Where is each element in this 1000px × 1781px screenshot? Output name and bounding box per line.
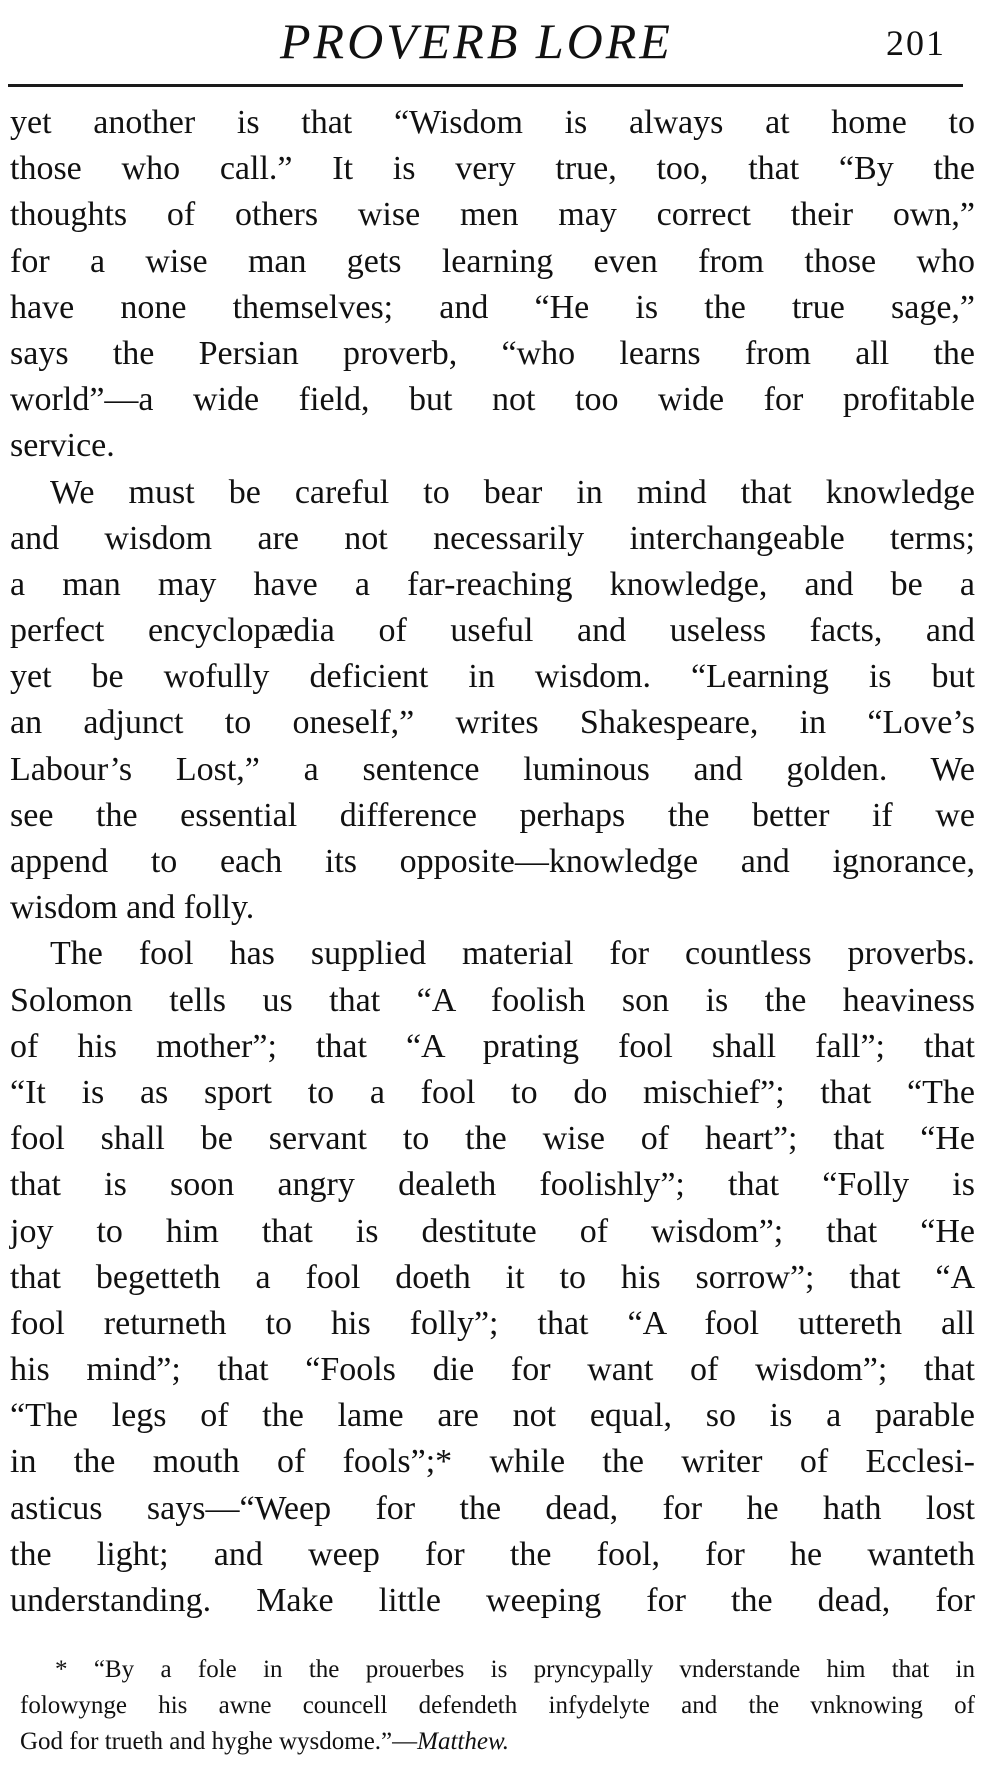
- text-line: in the mouth of fools”;* while the writer of Ecclesi-: [10, 1443, 975, 1481]
- text-line: “The legs of the lame are not equal, so is a parable: [10, 1397, 975, 1435]
- footnote-line: folowynge his awne councell defendeth infydelyte and the vnknowing of: [20, 1692, 975, 1719]
- text-line: that begetteth a fool doeth it to his sorrow”; that “A: [10, 1258, 975, 1296]
- text-line: his mind”; that “Fools die for want of wisdom”; that: [10, 1351, 975, 1389]
- text-line: fool returneth to his folly”; that “A fool uttereth all: [10, 1304, 975, 1342]
- header-rule: [8, 84, 963, 87]
- text-line: fool shall be servant to the wise of heart”; that “He: [10, 1120, 975, 1158]
- footnote-attribution: Matthew.: [417, 1728, 510, 1755]
- text-line: of his mother”; that “A prating fool shall fall”; that: [10, 1027, 975, 1065]
- page-number: 201: [886, 23, 946, 63]
- text-line: append to each its opposite—knowledge and ignorance,: [10, 843, 975, 880]
- text-line: says the Persian proverb, “who learns from all the: [10, 334, 975, 372]
- text-line: asticus says—“Weep for the dead, for he hath lost: [10, 1489, 975, 1527]
- text-line: a man may have a far-reaching knowledge, and be a: [10, 565, 975, 603]
- text-line: an adjunct to oneself,” writes Shakespeare, in “Love’s: [10, 704, 975, 742]
- text-line: thoughts of others wise men may correct their own,”: [10, 196, 975, 234]
- footnote-line: * “By a fole in the prouerbes is pryncypally vnderstande him that in: [55, 1656, 975, 1683]
- text-line: “It is as sport to a fool to do mischief”; that “The: [10, 1073, 975, 1111]
- text-line: yet be wofully deficient in wisdom. “Learning is but: [10, 658, 975, 696]
- running-title: PROVERB LORE: [280, 13, 673, 69]
- text-line: wisdom and folly.: [10, 889, 255, 927]
- text-line: see the essential difference perhaps the better if we: [10, 796, 975, 834]
- footnote-text: God for trueth and hyghe wysdome.”—: [20, 1728, 418, 1755]
- text-line: The fool has supplied material for countless proverbs.: [50, 935, 975, 973]
- running-head: [10, 8, 970, 80]
- text-line: the light; and weep for the fool, for he wanteth: [10, 1535, 975, 1573]
- text-line: joy to him that is destitute of wisdom”; that “He: [10, 1212, 975, 1250]
- text-line: understanding. Make little weeping for the dead, for: [10, 1582, 975, 1619]
- text-line: those who call.” It is very true, too, that “By the: [10, 150, 975, 188]
- text-line: perfect encyclopædia of useful and useless facts, and: [10, 612, 975, 650]
- text-line: have none themselves; and “He is the true sage,”: [10, 288, 975, 326]
- text-line: world”—a wide field, but not too wide for profitable: [10, 381, 975, 419]
- text-line: and wisdom are not necessarily interchangeable terms;: [10, 519, 975, 557]
- body-text: [10, 100, 975, 1624]
- footnote-line: [20, 1724, 975, 1760]
- text-line: that is soon angry dealeth foolishly”; that “Folly is: [10, 1166, 975, 1204]
- text-line: service.: [10, 427, 115, 465]
- footnote: [20, 1652, 975, 1760]
- text-line: We must be careful to bear in mind that knowledge: [50, 473, 975, 511]
- text-line: yet another is that “Wisdom is always at home to: [10, 104, 975, 141]
- text-line: for a wise man gets learning even from those who: [10, 242, 975, 280]
- text-line: Labour’s Lost,” a sentence luminous and golden. We: [10, 750, 975, 788]
- text-line: Solomon tells us that “A foolish son is the heaviness: [10, 981, 975, 1019]
